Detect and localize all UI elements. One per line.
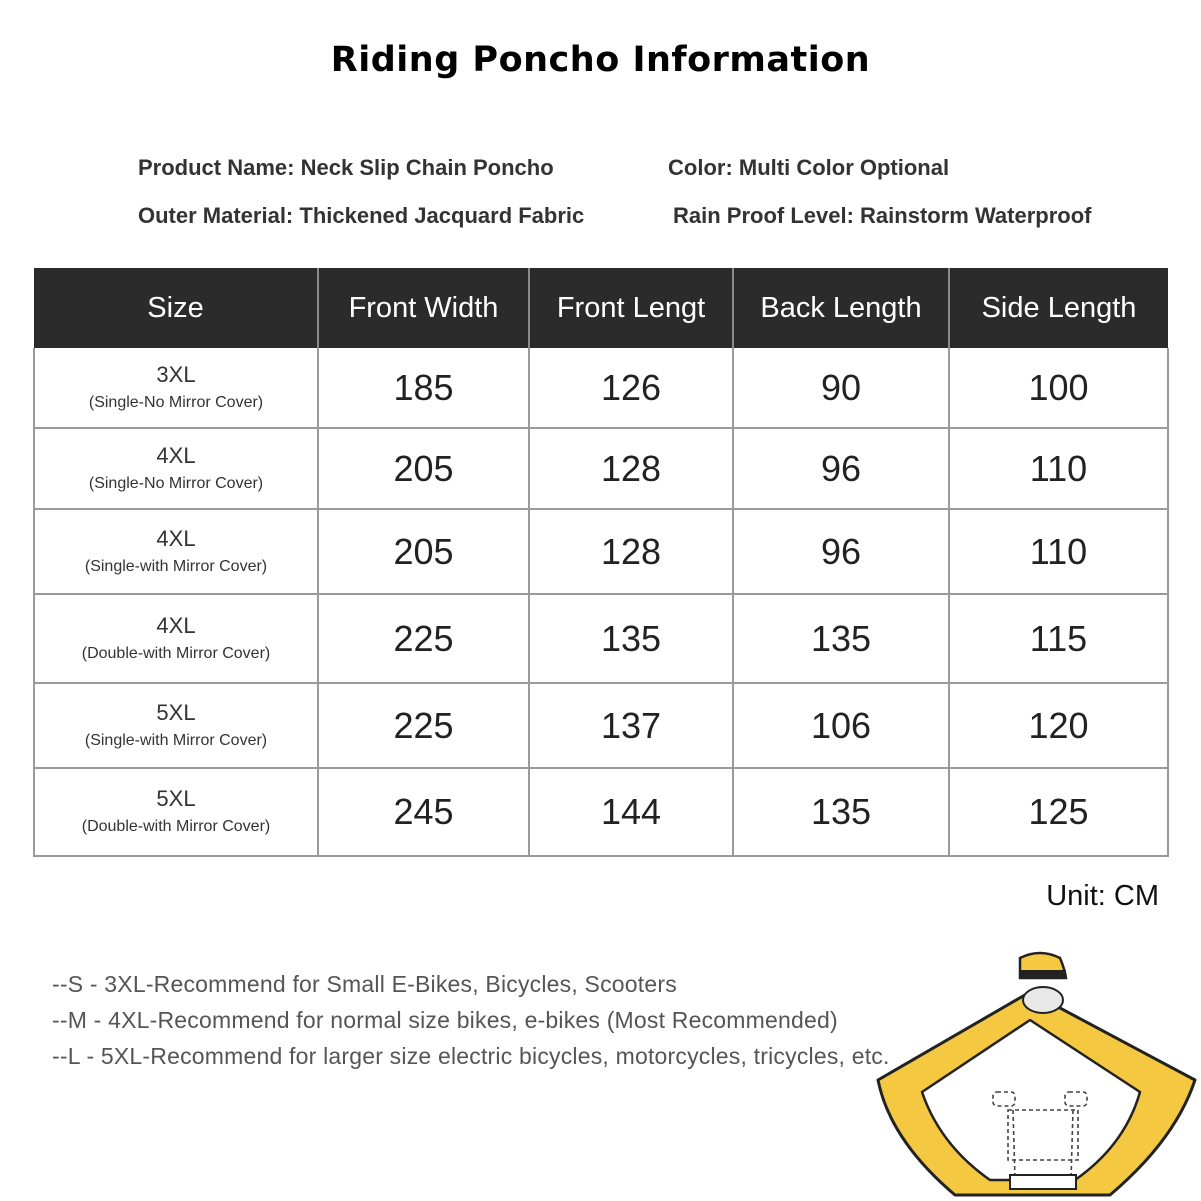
- outer-material-info: [138, 203, 584, 229]
- size-value: 4XL: [156, 442, 196, 468]
- size-value: 5XL: [156, 786, 196, 811]
- rain-proof-value: Rainstorm Waterproof: [860, 203, 1092, 228]
- size-value: 4XL: [156, 612, 196, 638]
- side-length-cell: 110: [949, 509, 1168, 594]
- product-name-label: Product Name:: [138, 155, 295, 180]
- size-value: 3XL: [156, 361, 196, 387]
- table-row: [34, 509, 1168, 594]
- front-length-cell: 144: [529, 768, 733, 856]
- size-variant: (Single-No Mirror Cover): [88, 474, 264, 492]
- back-length-cell: 135: [733, 594, 949, 683]
- header-back-length: Back Length: [733, 268, 949, 348]
- header-front-width: Front Width: [318, 268, 529, 348]
- back-length-cell: 106: [733, 683, 949, 768]
- poncho-diagram-icon: [860, 940, 1201, 1201]
- unit-label: Unit: CM: [1046, 880, 1159, 912]
- table-row: [34, 348, 1168, 428]
- front-length-cell: 135: [529, 594, 733, 683]
- table-row: [34, 428, 1168, 509]
- color-label: Color:: [668, 155, 733, 180]
- size-variant: (Double-with Mirror Cover): [81, 644, 271, 662]
- size-variant: (Single-with Mirror Cover): [84, 731, 268, 749]
- size-variant: (Single-with Mirror Cover): [84, 557, 268, 575]
- outer-material-value: Thickened Jacquard Fabric: [299, 203, 585, 228]
- size-cell: [34, 683, 318, 768]
- recommendation-s: --S - 3XL-Recommend for Small E-Bikes, Bicycles, Scooters: [52, 971, 677, 997]
- table-row: [34, 768, 1168, 856]
- recommendation-m: --M - 4XL-Recommend for normal size bikes, e-bikes (Most Recommended): [52, 1007, 838, 1033]
- size-cell: [34, 768, 318, 856]
- front-width-cell: 225: [318, 683, 529, 768]
- header-side-length: Side Length: [949, 268, 1168, 348]
- side-length-cell: 115: [949, 594, 1168, 683]
- side-length-cell: 125: [949, 768, 1168, 856]
- table-row: [34, 683, 1168, 768]
- size-cell: [34, 509, 318, 594]
- size-cell: [34, 348, 318, 428]
- size-value: 4XL: [156, 525, 196, 551]
- table-row: [34, 594, 1168, 683]
- size-variant: (Single-No Mirror Cover): [88, 393, 264, 411]
- front-width-cell: 225: [318, 594, 529, 683]
- neck-opening: [1023, 987, 1063, 1013]
- rain-proof-label: Rain Proof Level:: [673, 203, 854, 228]
- front-width-cell: 205: [318, 509, 529, 594]
- back-length-cell: 96: [733, 509, 949, 594]
- front-length-cell: 137: [529, 683, 733, 768]
- size-variant: (Double-with Mirror Cover): [81, 818, 271, 835]
- side-length-cell: 110: [949, 428, 1168, 509]
- front-length-cell: 128: [529, 428, 733, 509]
- color-info: [668, 155, 949, 181]
- page-title: Riding Poncho Information: [330, 40, 871, 80]
- rain-proof-info: [673, 203, 1091, 229]
- color-value: Multi Color Optional: [738, 155, 950, 180]
- front-width-cell: 185: [318, 348, 529, 428]
- header-size: Size: [34, 268, 318, 348]
- size-cell: [34, 428, 318, 509]
- front-length-cell: 128: [529, 509, 733, 594]
- back-length-cell: 96: [733, 428, 949, 509]
- outer-material-label: Outer Material:: [138, 203, 294, 228]
- back-length-cell: 135: [733, 768, 949, 856]
- size-cell: [34, 594, 318, 683]
- front-width-cell: 205: [318, 428, 529, 509]
- product-name-value: Neck Slip Chain Poncho: [300, 155, 554, 180]
- back-length-cell: 90: [733, 348, 949, 428]
- side-length-cell: 100: [949, 348, 1168, 428]
- size-chart-table: [33, 268, 1169, 857]
- recommendation-l: --L - 5XL-Recommend for larger size electric bicycles, motorcycles, tricycles, etc.: [52, 1043, 890, 1069]
- recommendation-list: [52, 966, 890, 1074]
- side-length-cell: 120: [949, 683, 1168, 768]
- table-header-row: [34, 268, 1168, 348]
- product-name-info: [138, 155, 554, 181]
- front-width-cell: 245: [318, 768, 529, 856]
- front-length-cell: 126: [529, 348, 733, 428]
- header-front-length: Front Lengt: [529, 268, 733, 348]
- size-value: 5XL: [156, 699, 196, 725]
